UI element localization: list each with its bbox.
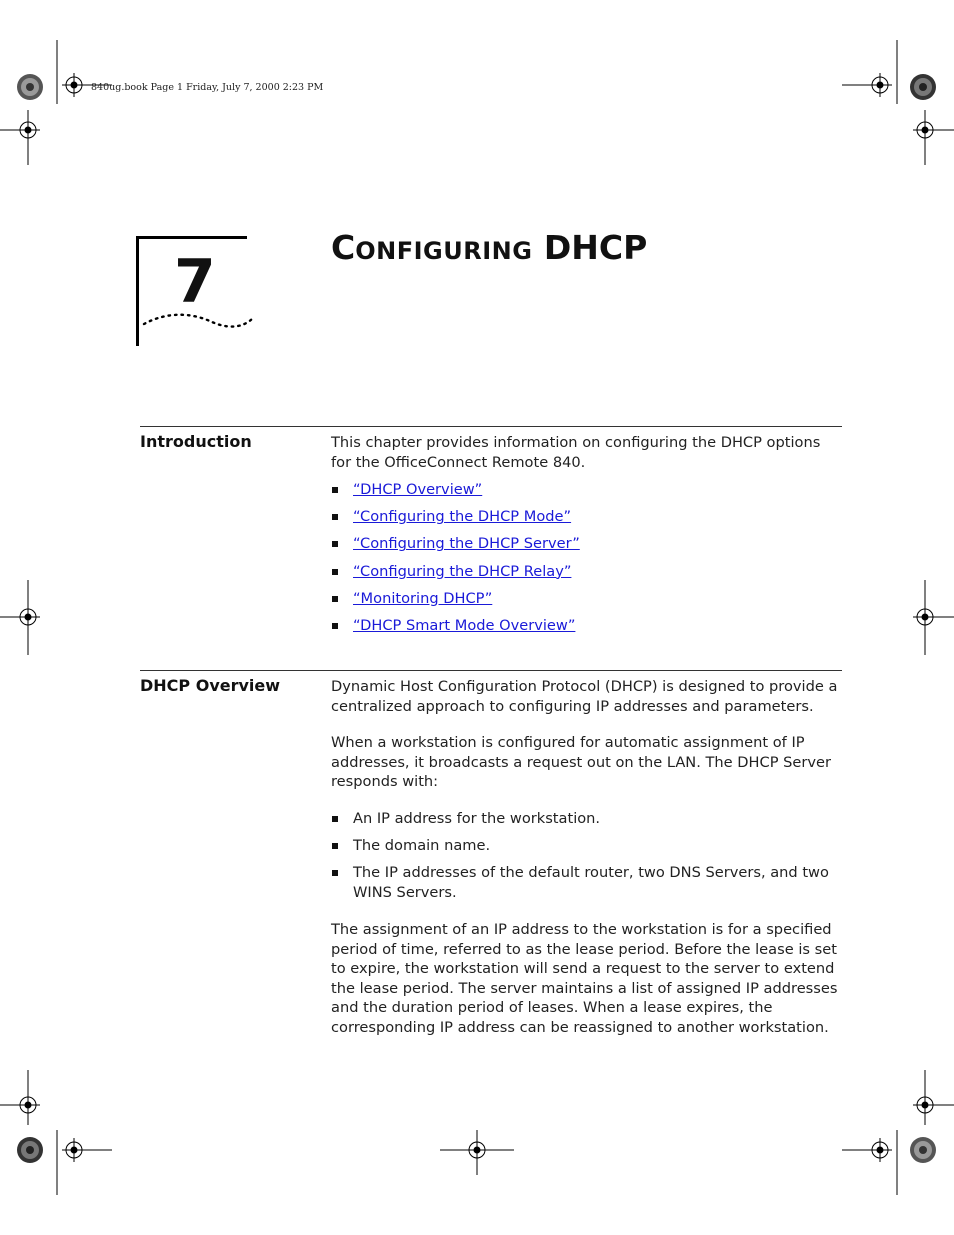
link-monitoring-dhcp[interactable]: “Monitoring DHCP” — [353, 589, 493, 607]
chapter-box-left-rule — [136, 236, 139, 346]
introduction-paragraph: This chapter provides information on configuring the DHCP options for the OfficeConnect Remote 840. — [331, 434, 821, 471]
bullet-icon — [332, 487, 338, 493]
section-rule-dhcp-overview — [140, 670, 842, 671]
chapter-number: 7 — [174, 247, 216, 317]
bullet-icon — [332, 514, 338, 520]
dhcp-overview-para2 — [331, 733, 841, 792]
link-configuring-dhcp-mode[interactable]: “Configuring the DHCP Mode” — [353, 508, 572, 526]
dhcp-overview-para3 — [331, 920, 841, 1038]
chapter-title-rest: DHCP — [532, 228, 648, 267]
list-item-text: An IP address for the workstation. — [353, 810, 601, 827]
link-dhcp-overview[interactable]: “DHCP Overview” — [353, 481, 483, 498]
bullet-icon — [332, 870, 338, 876]
dhcp-overview-heading: DHCP Overview — [140, 676, 281, 695]
list-item — [331, 863, 843, 902]
list-item-text: The domain name. — [353, 837, 491, 855]
bullet-icon — [332, 569, 338, 575]
introduction-heading: Introduction — [140, 432, 252, 451]
list-item-text: The IP addresses of the default router, two DNS Servers, and two WINS Servers. — [353, 864, 829, 901]
introduction-text — [331, 433, 841, 472]
bullet-icon — [332, 596, 338, 602]
list-item — [331, 809, 843, 836]
chapter-title-smallcaps: ONFIGURING — [355, 237, 533, 265]
paragraph: Dynamic Host Configuration Protocol (DHCP) is designed to provide a centralized approach to configuring IP addresses and parameters. — [331, 678, 838, 715]
list-item — [331, 562, 843, 589]
bullet-icon — [332, 843, 338, 849]
bullet-icon — [332, 623, 338, 629]
list-item — [331, 616, 843, 643]
paragraph: When a workstation is configured for automatic assignment of IP addresses, it broadcasts a request out on the LAN. The DHCP Server responds with: — [331, 734, 831, 791]
list-item — [331, 836, 843, 863]
chapter-title-cap: C — [331, 228, 356, 267]
link-dhcp-smart-mode-overview[interactable]: “DHCP Smart Mode Overview” — [353, 616, 576, 634]
introduction-link-list — [331, 480, 843, 643]
dhcp-server-response-list — [331, 809, 843, 903]
list-item — [331, 480, 843, 507]
chapter-number-box — [136, 236, 252, 346]
bullet-icon — [332, 816, 338, 822]
link-configuring-dhcp-server[interactable]: “Configuring the DHCP Server” — [353, 535, 580, 553]
chapter-box-top-rule — [136, 236, 247, 239]
chapter-title — [331, 228, 647, 267]
dhcp-overview-para1 — [331, 677, 841, 716]
section-rule-introduction — [140, 426, 842, 427]
list-item — [331, 589, 843, 616]
paragraph: The assignment of an IP address to the workstation is for a specified period of time, referred to as the lease period. Before the lease is set to expire, the workstation will send a request to the server to extend the lease period. The server maintains a list of assigned IP addresses and the duration period of leases. When a lease expires, the corresponding IP address can be reassigned to another workstation. — [331, 921, 838, 1036]
print-header: 840ug.book Page 1 Friday, July 7, 2000 2:23 PM — [91, 82, 324, 93]
list-item — [331, 534, 843, 561]
chapter-dotted-wave — [140, 310, 256, 332]
link-configuring-dhcp-relay[interactable]: “Configuring the DHCP Relay” — [353, 562, 572, 580]
bullet-icon — [332, 541, 338, 547]
list-item — [331, 507, 843, 534]
